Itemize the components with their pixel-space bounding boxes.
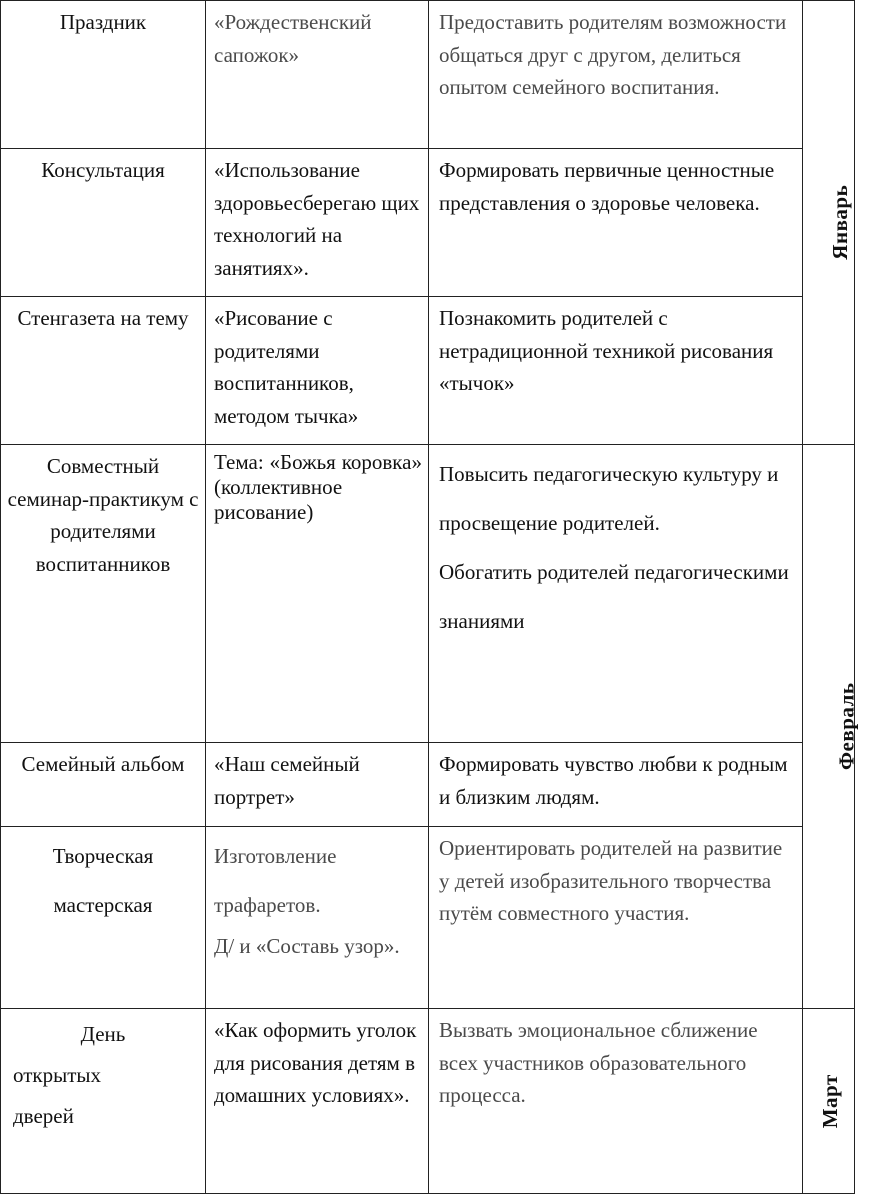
month-label: Март xyxy=(817,1073,842,1129)
event-goal-cell: Повысить педагогическую культуру и просвещение родителей. Обогатить родителей педагогическими знаниями xyxy=(429,445,803,743)
month-cell-march xyxy=(803,1009,855,1194)
event-theme-cell: «Использование здоровьесберегаю щих технологий на занятиях». xyxy=(206,149,429,297)
event-theme-cell: «Наш семейный портрет» xyxy=(206,743,429,827)
event-goal-cell: Формировать чувство любви к родным и близким людям. xyxy=(429,743,803,827)
table-row xyxy=(1,827,855,1009)
event-theme-cell: «Рождественский сапожок» xyxy=(206,1,429,149)
event-goal-cell: Предоставить родителям возможности общаться друг с другом, делиться опытом семейного воспитания. xyxy=(429,1,803,149)
table-row xyxy=(1,445,855,743)
month-cell-february xyxy=(803,445,859,1009)
event-goal-cell: Формировать первичные ценностные представления о здоровье человека. xyxy=(429,149,803,297)
event-goal-cell: Познакомить родителей с нетрадиционной техникой рисования «тычок» xyxy=(429,297,803,445)
event-type-cell: Семейный альбом xyxy=(1,743,206,827)
table-row xyxy=(1,1,855,149)
event-theme-cell: Изготовление трафаретов. Д/ и «Составь узор». xyxy=(206,827,429,1009)
table-row xyxy=(1,1009,855,1194)
event-goal-cell: Ориентировать родителей на развитие у детей изобразительного творчества путём совместного участия. xyxy=(429,827,803,1009)
table-row xyxy=(1,149,855,297)
event-goal-cell: Вызвать эмоциональное сближение всех участников образовательного процесса. xyxy=(429,1009,803,1194)
event-type-cell: Совместный семинар-практикум с родителями воспитанников xyxy=(1,445,206,743)
month-cell-january xyxy=(803,1,855,445)
event-theme-cell: Тема: «Божья коровка» (коллективное рисование) xyxy=(206,445,429,743)
event-theme-cell: «Рисование с родителями воспитанников, методом тычка» xyxy=(206,297,429,445)
event-type-cell: День открытых дверей xyxy=(1,1009,206,1194)
event-type-cell: Консультация xyxy=(1,149,206,297)
event-theme-cell: «Как оформить уголок для рисования детям в домашних условиях». xyxy=(206,1009,429,1194)
month-label: Январь xyxy=(828,185,853,260)
event-type-cell: Праздник xyxy=(1,1,206,149)
table-row xyxy=(1,297,855,445)
table-row xyxy=(1,743,855,827)
event-type-cell: Стенгазета на тему xyxy=(1,297,206,445)
event-type-cell: Творческая мастерская xyxy=(1,827,206,1009)
month-label: Февраль xyxy=(834,682,859,771)
